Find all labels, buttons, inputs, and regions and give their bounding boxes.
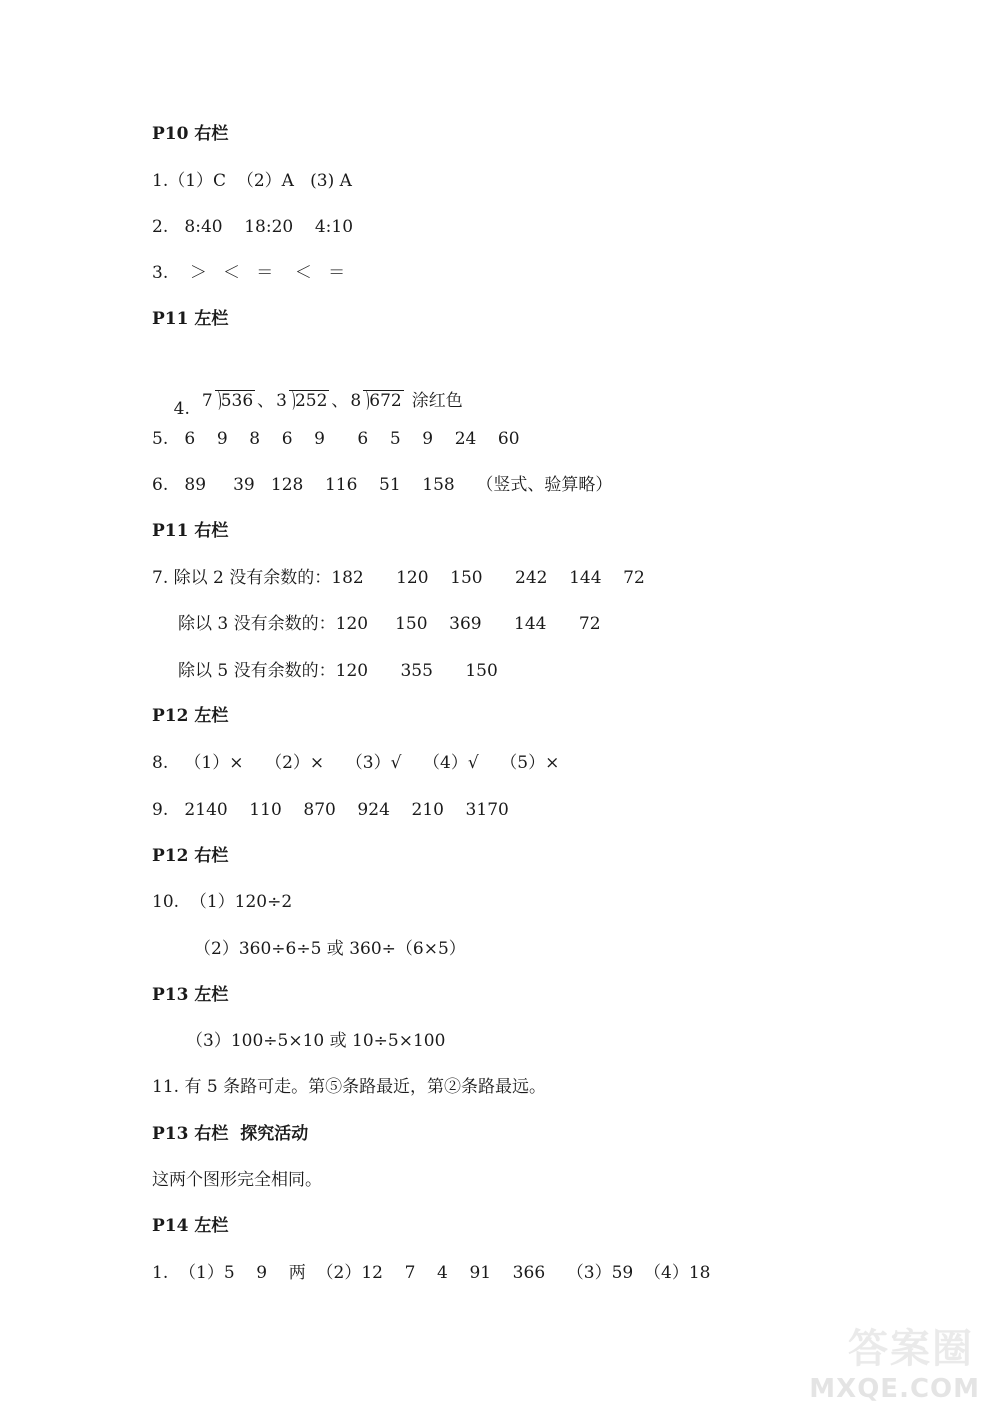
dividend: 252 [289, 390, 329, 411]
answer-line-6: 6. 89 39 128 116 51 158 （竖式、验算略） [152, 475, 613, 495]
watermark-domain: MXQE.COM [809, 1374, 980, 1404]
answer-line-7: 7. 除以 2 没有余数的：182 120 150 242 144 72 [152, 568, 645, 588]
separator: 、 [331, 391, 349, 411]
answer-line-7-div5: 除以 5 没有余数的：120 355 150 [178, 661, 498, 681]
answer-line-5: 5. 6 9 8 6 9 6 5 9 24 60 [152, 429, 520, 449]
answer-suffix: 涂红色 [411, 391, 463, 411]
long-division-1 [202, 390, 255, 412]
section-heading-p12-right: P12 右栏 [152, 846, 229, 866]
answer-line-4 [152, 368, 463, 434]
separator: 、 [257, 391, 275, 411]
watermark-logo [809, 1324, 992, 1410]
section-heading-p12-left: P12 左栏 [152, 706, 229, 726]
section-heading-p14-left: P14 左栏 [152, 1216, 229, 1236]
answer-line-p14-1: 1. （1）5 9 两 （2）12 7 4 91 366 （3）59 （4）18 [152, 1263, 711, 1283]
divisor: 7 [201, 391, 213, 411]
watermark-title: 答案圈 [848, 1326, 974, 1372]
question-number: 4. [173, 399, 190, 419]
section-heading-p10-right: P10 右栏 [152, 124, 229, 144]
answer-line-p13-right: 这两个图形完全相同。 [152, 1170, 322, 1190]
answer-line-8: 8. （1）× （2）× （3）√ （4）√ （5）× [152, 753, 560, 773]
divisor: 3 [276, 391, 287, 411]
answer-line-1: 1.（1）C （2）A (3) A [152, 171, 352, 191]
answer-line-3: 3. ＞ ＜ ＝ ＜ ＝ [152, 263, 346, 283]
section-heading-p11-left: P11 左栏 [152, 309, 229, 329]
divisor: 8 [350, 391, 362, 411]
long-division-3 [350, 390, 403, 412]
answer-line-2: 2. 8:40 18:20 4:10 [152, 217, 354, 237]
dividend: 672 [363, 390, 403, 411]
answer-line-10: 10. （1）120÷2 [152, 892, 293, 912]
answer-line-7-div3: 除以 3 没有余数的：120 150 369 144 72 [178, 614, 601, 634]
answer-line-10-part3: （3）100÷5×10 或 10÷5×100 [186, 1031, 446, 1051]
section-heading-p13-left: P13 左栏 [152, 985, 229, 1005]
section-heading-p13-right: P13 右栏 探究活动 [152, 1124, 309, 1144]
answer-line-10-part2: （2）360÷6÷5 或 360÷（6×5） [194, 939, 466, 959]
section-heading-p11-right: P11 右栏 [152, 521, 229, 541]
long-division-2 [276, 390, 329, 412]
dividend: 536 [215, 390, 255, 411]
answer-line-9: 9. 2140 110 870 924 210 3170 [152, 800, 509, 820]
answer-line-11: 11. 有 5 条路可走。第⑤条路最近，第②条路最远。 [152, 1077, 547, 1097]
